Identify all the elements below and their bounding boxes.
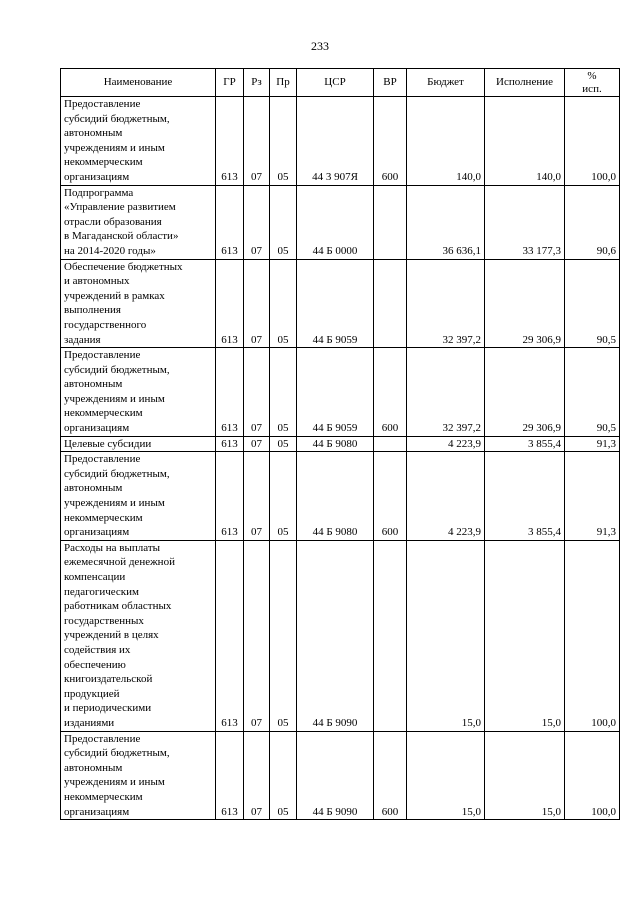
table-row <box>61 540 620 731</box>
rz-cell: 07 <box>244 348 270 437</box>
table-row <box>61 452 620 541</box>
budget-cell: 32 397,2 <box>407 259 485 348</box>
rz-cell: 07 <box>244 97 270 186</box>
col-rz-header: Рз <box>244 69 270 97</box>
budget-cell: 4 223,9 <box>407 436 485 452</box>
col-exec-header: Исполнение <box>485 69 565 97</box>
vr-cell <box>374 259 407 348</box>
pr-cell: 05 <box>270 436 297 452</box>
exec-cell: 29 306,9 <box>485 348 565 437</box>
gr-cell: 613 <box>216 259 244 348</box>
col-name-header: Наименование <box>61 69 216 97</box>
pr-cell: 05 <box>270 452 297 541</box>
vr-cell <box>374 185 407 259</box>
vr-cell: 600 <box>374 97 407 186</box>
exec-cell: 140,0 <box>485 97 565 186</box>
gr-cell: 613 <box>216 185 244 259</box>
pr-cell: 05 <box>270 731 297 820</box>
table-row <box>61 97 620 186</box>
name-cell: Целевые субсидии <box>61 436 216 452</box>
csr-cell: 44 Б 0000 <box>297 185 374 259</box>
vr-cell: 600 <box>374 731 407 820</box>
name-cell: Предоставление субсидий бюджетным, автономным учреждениям и иным некоммерческим организациям <box>61 97 216 186</box>
vr-cell <box>374 436 407 452</box>
exec-cell: 29 306,9 <box>485 259 565 348</box>
pct-cell: 90,6 <box>565 185 620 259</box>
name-cell: Предоставление субсидий бюджетным, автономным учреждениям и иным некоммерческим организациям <box>61 731 216 820</box>
budget-cell: 15,0 <box>407 540 485 731</box>
name-cell: Предоставление субсидий бюджетным, автономным учреждениям и иным некоммерческим организациям <box>61 452 216 541</box>
rz-cell: 07 <box>244 436 270 452</box>
col-gr-header: ГР <box>216 69 244 97</box>
pct-cell: 100,0 <box>565 97 620 186</box>
rz-cell: 07 <box>244 452 270 541</box>
vr-cell <box>374 540 407 731</box>
exec-cell: 15,0 <box>485 540 565 731</box>
col-pr-header: Пр <box>270 69 297 97</box>
table-row <box>61 185 620 259</box>
gr-cell: 613 <box>216 348 244 437</box>
name-cell: Обеспечение бюджетных и автономных учреждений в рамках выполнения государственного задания <box>61 259 216 348</box>
col-csr-header: ЦСР <box>297 69 374 97</box>
col-vr-header: ВР <box>374 69 407 97</box>
csr-cell: 44 3 907Я <box>297 97 374 186</box>
budget-cell: 140,0 <box>407 97 485 186</box>
csr-cell: 44 Б 9080 <box>297 452 374 541</box>
pct-cell: 90,5 <box>565 348 620 437</box>
vr-cell: 600 <box>374 348 407 437</box>
budget-cell: 15,0 <box>407 731 485 820</box>
col-budget-header: Бюджет <box>407 69 485 97</box>
csr-cell: 44 Б 9059 <box>297 348 374 437</box>
pct-cell: 91,3 <box>565 436 620 452</box>
exec-cell: 3 855,4 <box>485 452 565 541</box>
csr-cell: 44 Б 9059 <box>297 259 374 348</box>
budget-cell: 36 636,1 <box>407 185 485 259</box>
gr-cell: 613 <box>216 97 244 186</box>
rz-cell: 07 <box>244 731 270 820</box>
rz-cell: 07 <box>244 259 270 348</box>
table-row <box>61 731 620 820</box>
pct-cell: 91,3 <box>565 452 620 541</box>
gr-cell: 613 <box>216 436 244 452</box>
table-row <box>61 436 620 452</box>
csr-cell: 44 Б 9090 <box>297 540 374 731</box>
csr-cell: 44 Б 9090 <box>297 731 374 820</box>
pct-cell: 90,5 <box>565 259 620 348</box>
pct-cell: 100,0 <box>565 540 620 731</box>
page-number: 233 <box>311 39 329 53</box>
gr-cell: 613 <box>216 452 244 541</box>
budget-table <box>60 68 620 820</box>
rz-cell: 07 <box>244 185 270 259</box>
gr-cell: 613 <box>216 731 244 820</box>
vr-cell: 600 <box>374 452 407 541</box>
budget-cell: 32 397,2 <box>407 348 485 437</box>
table-body <box>61 97 620 820</box>
exec-cell: 3 855,4 <box>485 436 565 452</box>
table-row <box>61 259 620 348</box>
exec-cell: 33 177,3 <box>485 185 565 259</box>
exec-cell: 15,0 <box>485 731 565 820</box>
name-cell: Подпрограмма «Управление развитием отрасли образования в Магаданской области» на 2014-2020 годы» <box>61 185 216 259</box>
pct-cell: 100,0 <box>565 731 620 820</box>
pr-cell: 05 <box>270 185 297 259</box>
pr-cell: 05 <box>270 540 297 731</box>
pr-cell: 05 <box>270 97 297 186</box>
pr-cell: 05 <box>270 259 297 348</box>
budget-cell: 4 223,9 <box>407 452 485 541</box>
csr-cell: 44 Б 9080 <box>297 436 374 452</box>
rz-cell: 07 <box>244 540 270 731</box>
gr-cell: 613 <box>216 540 244 731</box>
col-pct-header: % исп. <box>565 69 620 97</box>
header-row <box>61 69 620 97</box>
pr-cell: 05 <box>270 348 297 437</box>
name-cell: Расходы на выплаты ежемесячной денежной компенсации педагогическим работникам областных государственных учреждений в целях содействия их обеспечению книгоиздательской продукцией и периодическими изданиями <box>61 540 216 731</box>
name-cell: Предоставление субсидий бюджетным, автономным учреждениям и иным некоммерческим организациям <box>61 348 216 437</box>
table-row <box>61 348 620 437</box>
